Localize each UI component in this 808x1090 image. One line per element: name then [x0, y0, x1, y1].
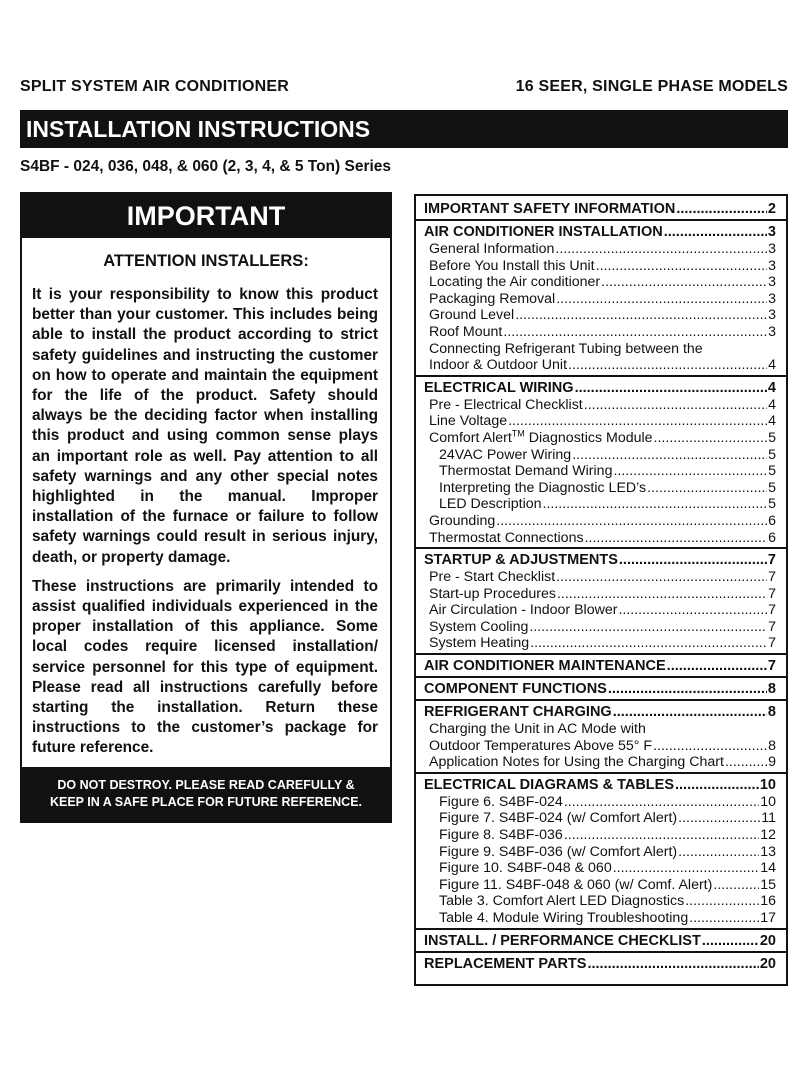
- toc-entry-label: Connecting Refrigerant Tubing between the: [429, 340, 703, 357]
- toc-entry-label: Ground Level: [429, 307, 515, 324]
- toc-leader-dots: [496, 513, 767, 530]
- toc-page-number: 4: [768, 357, 776, 374]
- toc-page-number: 13: [760, 843, 776, 860]
- toc-entry[interactable]: [416, 324, 786, 341]
- toc-entry-label: REFRIGERANT CHARGING: [424, 704, 612, 721]
- toc-section[interactable]: [416, 200, 786, 218]
- toc-entry-label: General Information: [429, 241, 555, 257]
- toc-entry-label: Thermostat Connections: [429, 529, 584, 546]
- toc-entry[interactable]: [416, 513, 786, 530]
- toc-entry-label: Figure 8. S4BF-036: [439, 827, 563, 844]
- toc-leader-dots: [556, 291, 767, 308]
- toc-leader-dots: [675, 776, 759, 794]
- toc-divider: [416, 699, 786, 701]
- table-of-contents: [414, 194, 788, 986]
- toc-entry-label: ELECTRICAL WIRING: [424, 379, 574, 396]
- toc-page-number: 15: [760, 876, 776, 893]
- toc-entry[interactable]: [416, 496, 786, 513]
- toc-entry-label: Pre - Start Checklist: [429, 569, 556, 586]
- toc-page-number: 3: [768, 290, 776, 307]
- toc-entry[interactable]: [416, 877, 786, 894]
- toc-entry-label: Before You Install this Unit: [429, 257, 595, 274]
- toc-page-number: 10: [759, 776, 776, 793]
- toc-page-number: 7: [768, 635, 776, 652]
- toc-leader-dots: [678, 844, 759, 861]
- toc-page-number: 8: [768, 737, 776, 754]
- toc-page-number: 5: [768, 479, 776, 496]
- notice-line-1: DO NOT DESTROY. PLEASE READ CAREFULLY &: [57, 778, 355, 792]
- toc-entry-label: System Heating: [429, 635, 530, 652]
- toc-entry-label: Figure 6. S4BF-024: [439, 793, 563, 810]
- toc-section[interactable]: [416, 703, 786, 721]
- toc-leader-dots: [503, 324, 767, 341]
- toc-leader-dots: [530, 635, 767, 652]
- toc-entry[interactable]: [416, 447, 786, 464]
- toc-section[interactable]: [416, 223, 786, 241]
- toc-entry[interactable]: [416, 397, 786, 414]
- toc-entry[interactable]: [416, 291, 786, 308]
- toc-entry-label: AIR CONDITIONER MAINTENANCE: [424, 658, 666, 675]
- toc-entry-label: COMPONENT FUNCTIONS: [424, 681, 607, 698]
- toc-entry[interactable]: [416, 754, 786, 771]
- toc-entry[interactable]: [416, 635, 786, 652]
- toc-entry[interactable]: [416, 910, 786, 927]
- document-title: INSTALLATION INSTRUCTIONS: [20, 110, 788, 148]
- toc-entry-label: Figure 10. S4BF-048 & 060: [439, 860, 612, 877]
- toc-leader-dots: [613, 463, 767, 480]
- toc-entry-label: Figure 7. S4BF-024 (w/ Comfort Alert): [439, 810, 678, 827]
- toc-leader-dots: [685, 893, 759, 910]
- toc-entry[interactable]: [416, 430, 786, 447]
- toc-page-number: 7: [768, 585, 776, 602]
- toc-entry-label: Interpreting the Diagnostic LED’s: [439, 479, 647, 496]
- toc-entry-label: Application Notes for Using the Charging Chart: [429, 754, 724, 771]
- toc-leader-dots: [654, 430, 768, 447]
- toc-entry[interactable]: [416, 602, 786, 619]
- toc-leader-dots: [613, 703, 767, 721]
- toc-entry[interactable]: [416, 569, 786, 586]
- toc-divider: [416, 547, 786, 549]
- toc-page-number: 20: [759, 932, 776, 949]
- toc-section[interactable]: [416, 379, 786, 397]
- toc-page-number: 3: [768, 307, 776, 324]
- toc-leader-dots: [543, 496, 768, 513]
- responsibility-paragraph: It is your responsibility to know this product better than your customer. This includes being able to install the product according to strict safety guidelines and instructing the customer on how to operate and maintain the equipment for the life of the product. Safety should always be the deciding factor when installing this product and using common sense plays an important role as well. Pay attention to all safety warnings and any other special notes highlighted in the manual. Improper installation of the furnace or failure to follow safety warnings could result in serious injury, death, or property damage.: [32, 286, 378, 566]
- toc-page-number: 4: [768, 413, 776, 430]
- toc-page-number: 4: [768, 396, 776, 413]
- toc-section[interactable]: [416, 657, 786, 675]
- toc-leader-dots: [529, 619, 767, 636]
- toc-page-number: 12: [760, 827, 776, 844]
- toc-entry-label: System Cooling: [429, 618, 529, 635]
- toc-page-number: 5: [768, 429, 776, 446]
- toc-divider: [416, 951, 786, 953]
- toc-entry[interactable]: [416, 844, 786, 861]
- toc-leader-dots: [725, 754, 767, 771]
- toc-entry[interactable]: [416, 530, 786, 547]
- toc-leader-dots: [508, 413, 767, 430]
- toc-entry-label: Figure 9. S4BF-036 (w/ Comfort Alert): [439, 843, 678, 860]
- toc-page-number: 17: [760, 910, 776, 926]
- toc-entry[interactable]: [416, 738, 786, 755]
- toc-leader-dots: [555, 241, 767, 258]
- toc-section[interactable]: [416, 955, 786, 973]
- toc-entry-label: Table 4. Module Wiring Troubleshooting: [439, 910, 689, 926]
- toc-page-number: 14: [760, 860, 776, 877]
- toc-entry-label: Air Circulation - Indoor Blower: [429, 602, 618, 619]
- toc-entry[interactable]: [416, 586, 786, 603]
- toc-page-number: 2: [767, 201, 776, 217]
- toc-leader-dots: [678, 810, 760, 827]
- toc-list: [416, 200, 786, 973]
- toc-entry-label: Table 3. Comfort Alert LED Diagnostics: [439, 893, 685, 910]
- toc-divider: [416, 653, 786, 655]
- toc-page-number: 5: [768, 496, 776, 513]
- toc-entry-label: STARTUP & ADJUSTMENTS: [424, 552, 618, 569]
- toc-entry-label: AIR CONDITIONER INSTALLATION: [424, 224, 663, 240]
- toc-page-number: 20: [759, 955, 776, 972]
- toc-entry[interactable]: [416, 241, 786, 258]
- toc-leader-dots: [713, 877, 759, 894]
- toc-entry[interactable]: [416, 893, 786, 910]
- toc-entry-label: Thermostat Demand Wiring: [439, 463, 613, 480]
- toc-divider: [416, 219, 786, 221]
- toc-entry[interactable]: [416, 619, 786, 636]
- toc-page-number: 6: [768, 529, 776, 546]
- toc-page-number: 9: [768, 754, 776, 771]
- qualified-installers-paragraph: These instructions are primarily intended to assist qualified individuals experienced in the proper installation of this appliance. Some local codes require licensed installation/ service personnel for this type of equipment. Please read all instructions carefully before starting the installation. Return these instructions to the customer’s package for future reference.: [32, 577, 378, 757]
- toc-leader-dots: [618, 602, 767, 619]
- toc-divider: [416, 772, 786, 774]
- toc-entry-label: Indoor & Outdoor Unit: [429, 357, 568, 374]
- notice-line-2: KEEP IN A SAFE PLACE FOR FUTURE REFERENCE.: [49, 795, 363, 809]
- toc-entry-label: REPLACEMENT PARTS: [424, 955, 587, 972]
- toc-entry[interactable]: [416, 794, 786, 811]
- toc-entry-label: Start-up Procedures: [429, 585, 556, 602]
- toc-leader-dots: [587, 955, 758, 973]
- series-line: S4BF - 024, 036, 048, & 060 (2, 3, 4, & 5 Ton) Series: [20, 158, 392, 175]
- toc-page-number: 11: [761, 810, 776, 827]
- toc-entry-label: Comfort Alert™ Diagnostics Module: [429, 429, 653, 446]
- toc-entry-label: INSTALL. / PERFORMANCE CHECKLIST: [424, 932, 701, 949]
- toc-divider: [416, 375, 786, 377]
- toc-entry-label: Locating the Air conditioner: [429, 274, 601, 291]
- toc-page-number: 7: [768, 618, 776, 635]
- toc-section[interactable]: [416, 551, 786, 569]
- toc-page-number: 4: [767, 379, 776, 396]
- toc-leader-dots: [585, 530, 768, 547]
- toc-leader-dots: [564, 794, 759, 811]
- toc-entry[interactable]: [416, 258, 786, 275]
- toc-page-number: 5: [768, 446, 776, 463]
- toc-page-number: 6: [768, 512, 776, 529]
- toc-leader-dots: [676, 200, 767, 218]
- toc-entry[interactable]: [416, 307, 786, 324]
- toc-page-number: 16: [760, 893, 776, 910]
- toc-entry-label: IMPORTANT SAFETY INFORMATION: [424, 201, 676, 217]
- toc-entry-label: Charging the Unit in AC Mode with: [429, 721, 646, 738]
- toc-leader-dots: [647, 480, 767, 497]
- product-type: SPLIT SYSTEM AIR CONDITIONER: [20, 78, 290, 95]
- toc-entry[interactable]: [416, 341, 786, 358]
- toc-page-number: 3: [768, 323, 776, 340]
- toc-entry[interactable]: [416, 480, 786, 497]
- toc-entry-label: Figure 11. S4BF-048 & 060 (w/ Comf. Alert): [439, 876, 713, 893]
- toc-leader-dots: [601, 274, 767, 291]
- toc-entry-label: Packaging Removal: [429, 290, 556, 307]
- important-notice-box: [20, 192, 392, 823]
- toc-entry[interactable]: [416, 860, 786, 877]
- toc-entry[interactable]: [416, 357, 786, 374]
- header-line: [20, 78, 788, 96]
- toc-entry-label: Pre - Electrical Checklist: [429, 396, 583, 413]
- toc-leader-dots: [557, 586, 767, 603]
- toc-page-number: 5: [768, 463, 776, 480]
- toc-leader-dots: [653, 738, 767, 755]
- toc-page-number: 10: [760, 793, 776, 810]
- toc-entry[interactable]: [416, 810, 786, 827]
- toc-leader-dots: [664, 223, 767, 241]
- toc-page-number: 7: [768, 569, 776, 586]
- important-heading: IMPORTANT: [22, 194, 390, 238]
- toc-divider: [416, 928, 786, 930]
- toc-entry-label: Roof Mount: [429, 323, 503, 340]
- toc-page-number: 3: [768, 274, 776, 291]
- toc-leader-dots: [556, 569, 767, 586]
- do-not-destroy-notice: [22, 767, 390, 821]
- toc-entry[interactable]: [416, 413, 786, 430]
- toc-entry[interactable]: [416, 827, 786, 844]
- toc-entry-label: Outdoor Temperatures Above 55° F: [429, 737, 653, 754]
- toc-divider: [416, 676, 786, 678]
- toc-leader-dots: [608, 680, 767, 698]
- toc-page-number: 8: [767, 681, 776, 698]
- toc-page-number: 3: [768, 241, 776, 257]
- toc-leader-dots: [575, 379, 767, 397]
- toc-page-number: 3: [767, 224, 776, 240]
- toc-entry[interactable]: [416, 274, 786, 291]
- toc-page-number: 7: [767, 658, 776, 675]
- toc-leader-dots: [515, 307, 767, 324]
- toc-leader-dots: [564, 827, 759, 844]
- toc-leader-dots: [596, 258, 767, 275]
- toc-entry-label: LED Description: [439, 496, 542, 513]
- toc-entry[interactable]: [416, 463, 786, 480]
- toc-entry-label: 24VAC Power Wiring: [439, 446, 572, 463]
- model-rating: 16 SEER, SINGLE PHASE MODELS: [515, 78, 788, 95]
- toc-leader-dots: [702, 932, 759, 950]
- toc-section[interactable]: [416, 680, 786, 698]
- toc-leader-dots: [584, 397, 767, 414]
- toc-page-number: 3: [768, 257, 776, 274]
- toc-leader-dots: [572, 447, 767, 464]
- toc-section[interactable]: [416, 776, 786, 794]
- toc-entry-label: Grounding: [429, 512, 496, 529]
- toc-entry-label: ELECTRICAL DIAGRAMS & TABLES: [424, 776, 674, 793]
- toc-leader-dots: [619, 551, 767, 569]
- toc-leader-dots: [667, 657, 767, 675]
- toc-leader-dots: [568, 357, 767, 374]
- toc-leader-dots: [613, 860, 760, 877]
- toc-entry-label: Line Voltage: [429, 413, 508, 430]
- toc-page-number: 7: [768, 602, 776, 619]
- toc-page-number: 8: [767, 704, 776, 721]
- toc-section[interactable]: [416, 932, 786, 950]
- attention-installers-heading: ATTENTION INSTALLERS:: [103, 252, 309, 270]
- toc-page-number: 7: [767, 552, 776, 569]
- toc-entry[interactable]: [416, 721, 786, 738]
- toc-leader-dots: [689, 910, 759, 927]
